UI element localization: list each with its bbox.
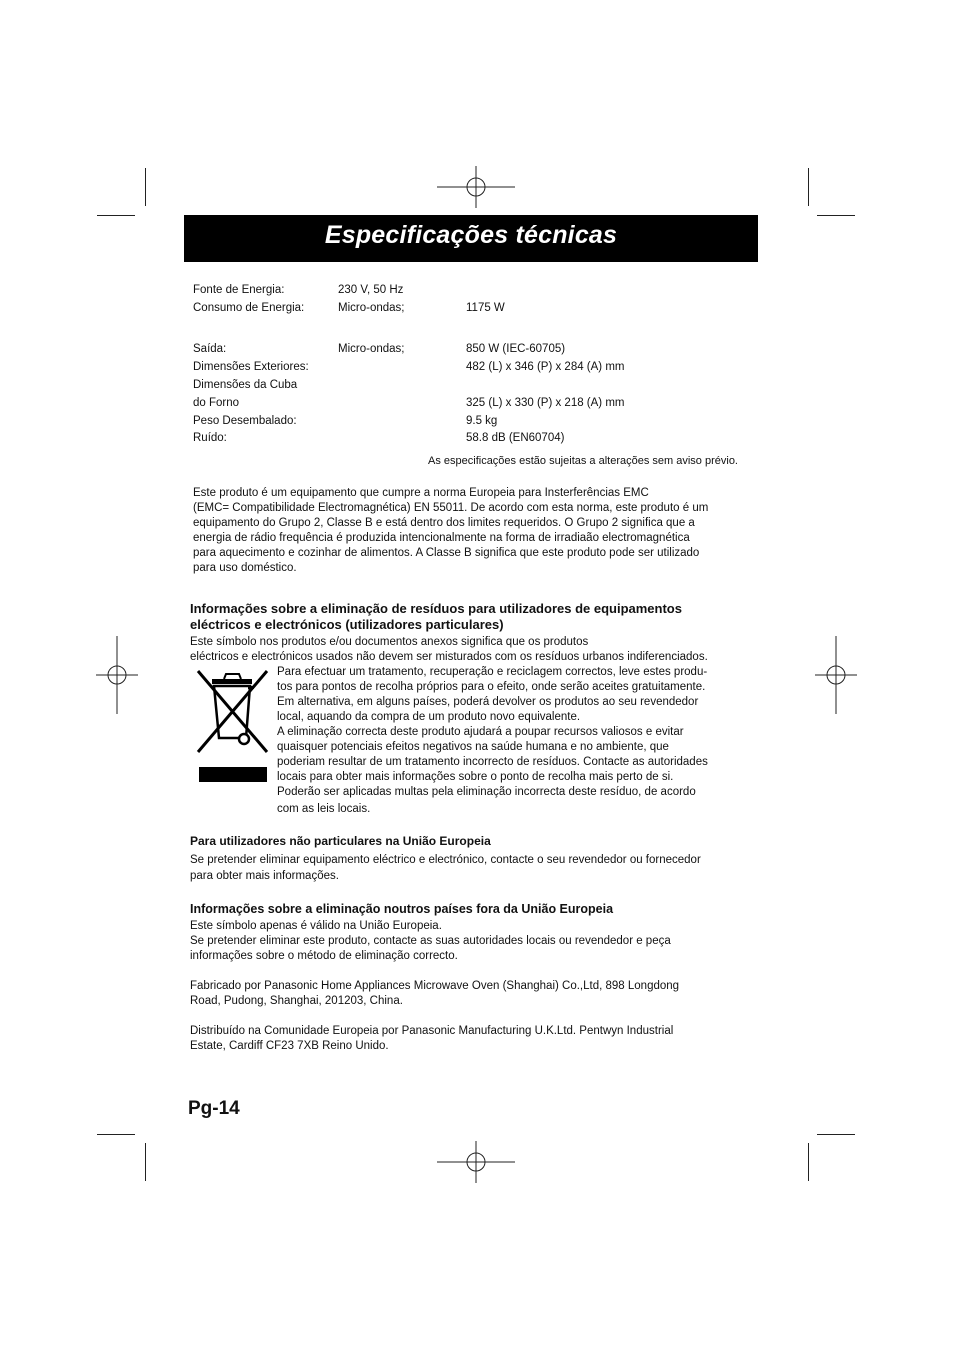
disposal-body [277, 665, 708, 817]
disposal-heading [190, 601, 682, 633]
spec-value: 1175 W [466, 302, 505, 314]
spec-label: Dimensões da Cuba [193, 379, 298, 391]
text-line: Distribuído na Comunidade Europeia por Panasonic Manufacturing U.K.Ltd. Pentwyn Industrial [190, 1025, 674, 1037]
text-line: informações sobre o método de eliminação correcto. [190, 950, 458, 962]
text-line: Este símbolo nos produtos e/ou documentos anexos significa que os produtos [190, 636, 589, 648]
manufacturer-info [190, 979, 679, 1009]
disposal-intro [190, 635, 708, 665]
text-line: Road, Pudong, Shanghai, 201203, China. [190, 995, 403, 1007]
text-line: Este símbolo apenas é válido na União Europeia. [190, 920, 442, 932]
text-line: Em alternativa, em alguns países, poderá devolver os produtos ao seu revendedor [277, 696, 699, 708]
spec-label: Peso Desembalado: [193, 415, 297, 427]
distributor-info [190, 1024, 673, 1054]
text-line: com as leis locais. [277, 803, 371, 815]
spec-label: Ruído: [193, 432, 227, 444]
text-line: local, aquando da compra de um produto novo equivalente. [277, 711, 581, 723]
text-line: (EMC= Compatibilidade Electromagnética) EN 55011. De acordo com esta norma, este produto é um [193, 502, 709, 514]
registration-mark-icon [437, 166, 515, 208]
crop-mark [808, 168, 809, 206]
text-line: para obter mais informações. [190, 870, 339, 882]
page-title: Especificações técnicas [324, 221, 618, 249]
outside-eu-body [190, 919, 671, 964]
spec-mode: Micro-ondas; [338, 343, 405, 355]
crossed-out-wheelie-bin-icon [193, 665, 273, 785]
text-line: Se pretender eliminar este produto, contacte as suas autoridades locais ou revendedor e peça [190, 935, 671, 947]
text-line: equipamento do Grupo 2, Classe B e está dentro dos limites requeridos. O Grupo 2 significa que a [193, 517, 695, 529]
spec-note: As especificações estão sujeitas a alterações sem aviso prévio. [428, 455, 738, 467]
emc-paragraph [193, 486, 708, 576]
crop-mark [808, 1143, 809, 1181]
spec-label: Dimensões Exteriores: [193, 361, 309, 373]
text-line: Estate, Cardiff CF23 7XB Reino Unido. [190, 1040, 389, 1052]
spec-mode: Micro-ondas; [338, 302, 405, 314]
crop-mark [817, 1134, 855, 1135]
text-line: para uso doméstico. [193, 562, 297, 574]
spec-label: Fonte de Energia: [193, 284, 285, 296]
text-line: Poderão ser aplicadas multas pela eliminação incorrecta deste resíduo, de acordo [277, 786, 696, 798]
text-line: poderiam resultar de um tratamento incorrecto de resíduos. Contacte as autoridades [277, 756, 708, 768]
business-body [190, 852, 701, 884]
spec-mode: 230 V, 50 Hz [338, 284, 404, 296]
heading-line: eléctricos e electrónicos (utilizadores particulares) [190, 617, 504, 632]
crop-mark [145, 168, 146, 206]
text-line: Se pretender eliminar equipamento eléctrico e electrónico, contacte o seu revendedor ou fornecedor [190, 854, 701, 866]
registration-mark-icon [815, 636, 857, 714]
page-number: Pg-14 [188, 1098, 240, 1119]
text-line: tos para pontos de recolha próprios para o efeito, onde serão aceites gratuitamente. [277, 681, 706, 693]
text-line: energia de rádio frequência é produzida intencionalmente na forma de irradiaão electromagnética [193, 532, 690, 544]
spec-value: 325 (L) x 330 (P) x 218 (A) mm [466, 397, 625, 409]
spec-label: Consumo de Energia: [193, 302, 305, 314]
text-line: Este produto é um equipamento que cumpre a norma Europeia para Insterferências EMC [193, 487, 649, 499]
business-heading: Para utilizadores não particulares na União Europeia [190, 834, 491, 848]
heading-line: Informações sobre a eliminação de resíduos para utilizadores de equipamentos [190, 601, 682, 616]
spec-value: 9.5 kg [466, 415, 498, 427]
text-line: para aquecimento e cozinhar de alimentos. A Classe B significa que este produto pode ser utilizado [193, 547, 700, 559]
crop-mark [97, 1134, 135, 1135]
registration-mark-icon [437, 1141, 515, 1183]
text-line: Fabricado por Panasonic Home Appliances Microwave Oven (Shanghai) Co.,Ltd, 898 Longdong [190, 980, 680, 992]
spec-value: 58.8 dB (EN60704) [466, 432, 565, 444]
crop-mark [145, 1143, 146, 1181]
spec-value: 850 W (IEC-60705) [466, 343, 566, 355]
text-line: locais para obter mais informações sobre o ponto de recolha mais perto de si. [277, 771, 674, 783]
outside-eu-heading: Informações sobre a eliminação noutros países fora da União Europeia [190, 902, 614, 916]
text-line: Para efectuar um tratamento, recuperação e reciclagem correctos, leve estes produ- [277, 666, 708, 678]
crop-mark [817, 215, 855, 216]
text-line: quaisquer potenciais efeitos negativos na saúde humana e no ambiente, que [277, 741, 669, 753]
title-banner [184, 215, 758, 262]
text-line: eléctricos e electrónicos usados não devem ser misturados com os resíduos urbanos indiferenciados. [190, 651, 708, 663]
spec-label: do Forno [193, 397, 240, 409]
crop-mark [97, 215, 135, 216]
spec-label: Saída: [193, 343, 227, 355]
spec-value: 482 (L) x 346 (P) x 284 (A) mm [466, 361, 625, 373]
registration-mark-icon [96, 636, 138, 714]
text-line: A eliminação correcta deste produto ajudará a poupar recursos valiosos e evitar [277, 726, 684, 738]
